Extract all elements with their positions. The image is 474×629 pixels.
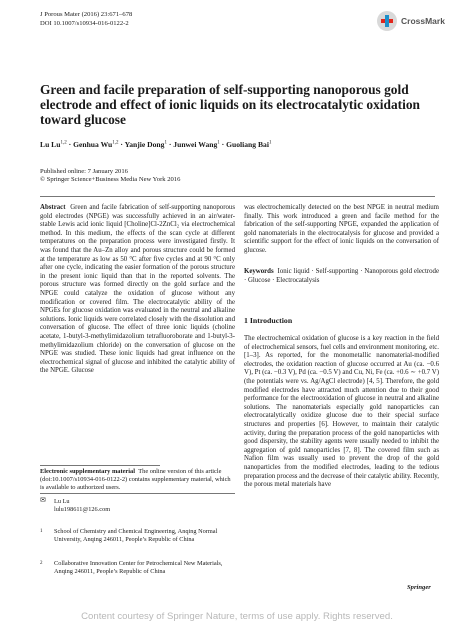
publisher-mark: Springer — [407, 584, 431, 591]
footnote-divider — [40, 465, 160, 466]
corresponding-author-name: Lu Lu — [54, 498, 70, 505]
esm-note — [40, 468, 235, 491]
introduction-paragraph: The electrochemical oxidation of glucose is a key reaction in the field of electrochemical sensors, fuel cells and environment monitoring, etc. [1–3]. As reported, for the monometallic nanomaterial-modified electrodes, the oxidation reaction of glucose occurred at Au (ca. −0.6 V), Pt (ca. −0.3 V), Pd (ca. −0.5 V) and Cu, Ni, Fe (ca. +0.6 ∼ +0.7 V) (the potentials were vs. Ag/AgCl electrode) [4, 5]. Therefore, the gold modified electrodes have attracted much attention due to their good performance for the electrooxidation of glucose in neutral and alkaline solutions. The nanomaterials especially gold nanoparticles can electrocatalytically oxidize glucose due to their special surface structures and properties [6]. However, to maintain their catalytic activity, during the preparation process of the gold nanoparticles with good dispersity, the stability agents were usually needed to inhibit the aggregation of gold nanoparticles [7, 8]. The covered film such as Nafion film was usually used to prevent the drop of the gold nanoparticles from the modified electrodes, leading to the tedious preparation process and the decrease of their catalytic ability. Recently, the porous metal materials have — [244, 335, 439, 489]
publication-meta — [40, 168, 180, 185]
article-title: Green and facile preparation of self-supporting nanoporous gold electrode and effect of ionic liquids on its electrocatalytic oxidation toward glucose — [40, 82, 420, 127]
author-separator: · — [118, 140, 125, 149]
copyright-line: © Springer Science+Business Media New York 2016 — [40, 176, 181, 184]
crossmark-icon — [377, 11, 397, 31]
copyright-footer: Content courtesy of Springer Nature, terms of use apply. Rights reserved. — [0, 604, 474, 629]
author-separator: · — [219, 140, 227, 149]
journal-citation: J Porous Mater (2016) 23:671–678 — [40, 11, 133, 18]
affiliation-text: Collaborative Innovation Center for Petrochemical New Materials, Anqing 246011, People’s Republic of China — [54, 560, 223, 575]
author-affiliation-ref: 1 — [217, 140, 220, 146]
affiliation-number: 1 — [40, 529, 43, 534]
affiliation-item — [40, 560, 235, 588]
abstract-text-part2: was electrochemically detected on the best NPGE in neutral medium finally. This work introduced a green and facile method for the fabrication of the self-supporting NPGE, expanded the application of gold nanomaterials in the electrocatalysis for glucose and provided a scientific support for the effect of ionic liquids on the conversation of glucose. — [244, 204, 439, 254]
author-affiliation-ref: 1,2 — [60, 140, 67, 146]
journal-header — [40, 11, 132, 28]
abstract-label: Abstract — [40, 204, 66, 211]
author-name[interactable]: Junwei Wang — [173, 140, 218, 149]
keywords-text: Ionic liquid · Self-supporting · Nanoporous gold electrode · Glucose · Electrocatalysis — [244, 268, 440, 284]
affiliation-item — [40, 528, 235, 556]
corresponding-author-email[interactable]: lulu198611@126.com — [54, 506, 111, 513]
footnote-divider — [40, 493, 235, 494]
keywords-label: Keywords — [244, 268, 274, 275]
introduction-text — [244, 335, 439, 490]
author-affiliation-ref: 1,2 — [112, 140, 119, 146]
doi-line[interactable]: DOI 10.1007/s10934-016-0122-2 — [40, 19, 129, 27]
section-heading-introduction: 1 Introduction — [244, 316, 293, 325]
author-name[interactable]: Yanjie Dong — [124, 140, 165, 149]
author-name[interactable]: Guoliang Bai — [226, 140, 269, 149]
crossmark-badge[interactable] — [377, 9, 447, 33]
author-list — [40, 140, 271, 149]
affiliation-text: School of Chemistry and Chemical Engineering, Anqing Normal University, Anqing 246011, People’s Republic of China — [54, 528, 218, 543]
abstract-column-right — [244, 204, 439, 256]
esm-label: Electronic supplementary material — [40, 468, 136, 475]
author-separator: · — [166, 140, 174, 149]
crossmark-label: CrossMark — [401, 16, 445, 26]
author-name[interactable]: Lu Lu — [40, 140, 61, 149]
correspondence-block — [40, 498, 235, 518]
abstract-text-part1: Green and facile fabrication of self-supporting nanoporous gold electrodes (NPGE) was successfully achieved in an air/water-stable Lewis acid ionic liquid [Choline]Cl-2ZnCl₂ via electrochemical method. In this medium, the effects of the scan cycle at different temperatures on the preparation process were investigated firstly. It was found that the Au–Zn alloy and porous structure could be formed at the temperature as low as 50 °C after five cycles and at 90 °C only after one cycle, indicating the easier formation of the porous structure in the present ionic liquid than that in the reported solvents. The porous structure was formed directly on the gold surface and the NPGE could catalyze the oxidation of glucose without any modification or covered film. The electrocatalytic ability of the NPGEs for glucose oxidation was evaluated in the neutral and alkaline solutions. Ionic liquids were correlated closely with the dissolution and conversation of glucose. The effect of three ionic liquids (choline acetate, 1-butyl-3-methylimidazolium tetrafluoroborate and 1-butyl-3-methylimidazolium chloride) on the conversation of glucose on the NPGE was studied. These ionic liquids had great influence on the electrochemical signal of glucose and inhibited the catalytic ability of the NPGE. Glucose — [40, 204, 236, 375]
author-affiliation-ref: 1 — [268, 140, 272, 146]
published-date: Published online: 7 January 2016 — [40, 168, 128, 175]
esm-text[interactable]: The online version of this article (doi:10.1007/s10934-016-0122-2) contains supplementary material, which is available to authorized users. — [40, 468, 231, 491]
envelope-icon: ✉ — [40, 496, 46, 504]
section-divider — [40, 196, 435, 197]
keywords-block — [244, 268, 439, 285]
author-affiliation-ref: 1 — [164, 140, 167, 146]
author-name[interactable]: Genhua Wu — [73, 140, 113, 149]
abstract-column-left — [40, 204, 235, 376]
affiliation-number: 2 — [40, 561, 43, 566]
author-separator: · — [66, 140, 74, 149]
